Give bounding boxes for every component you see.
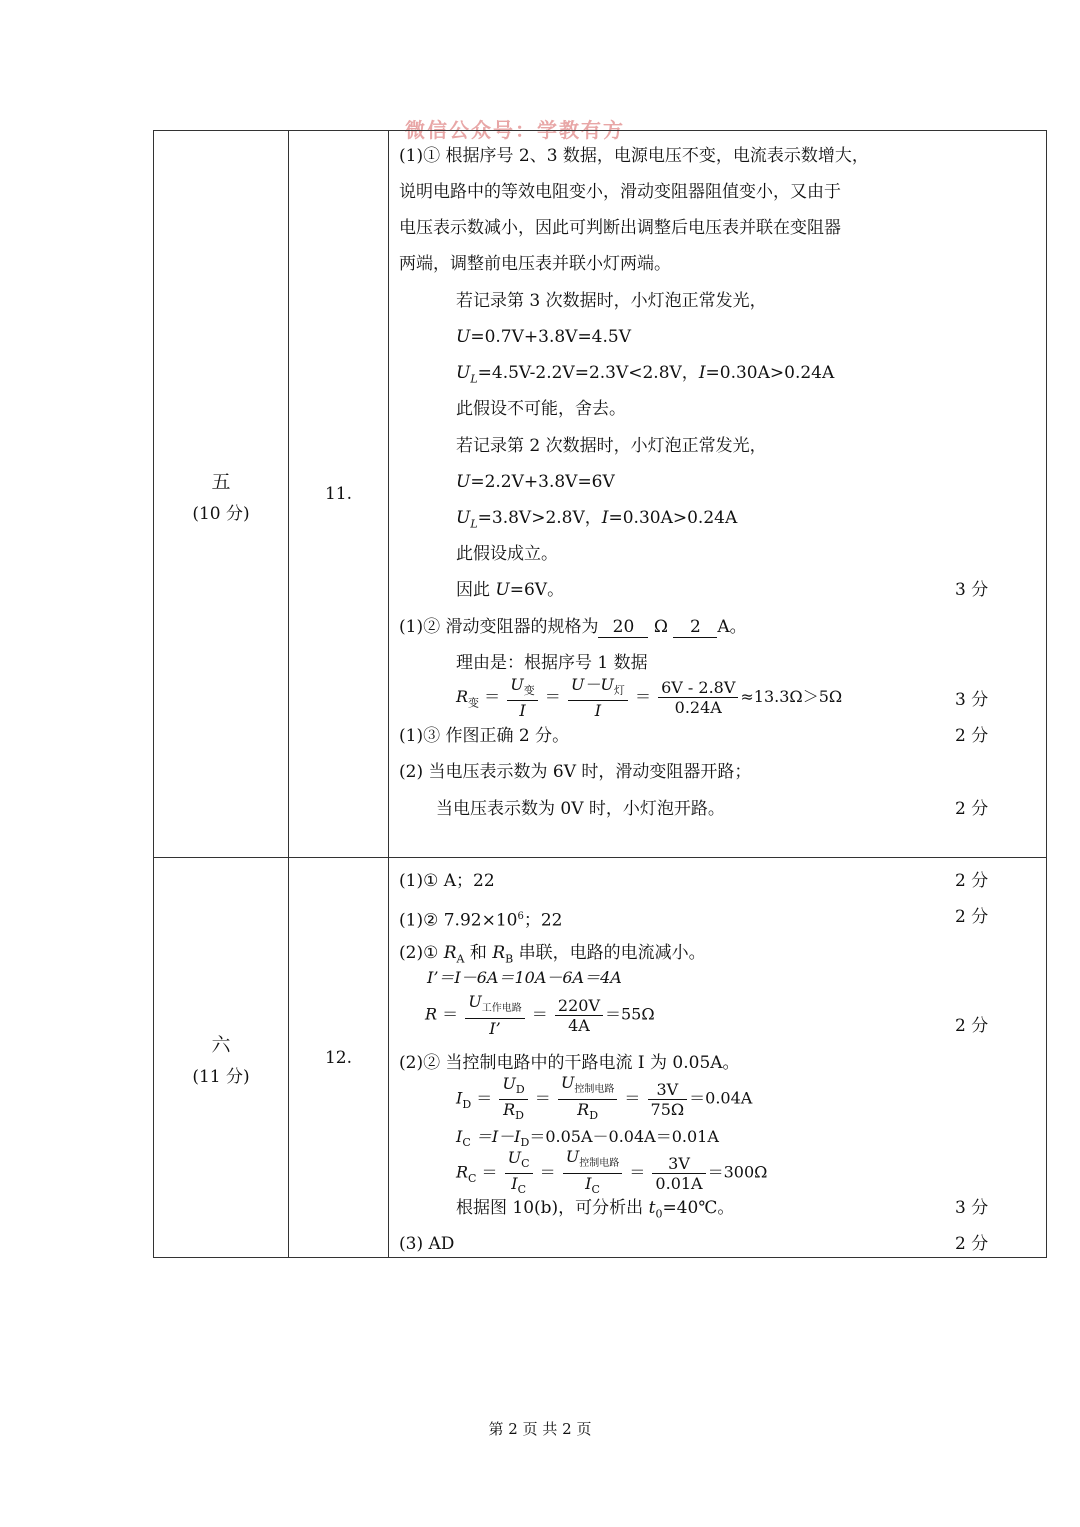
answer-line: (1)① 根据序号 2、3 数据，电源电压不变，电流表示数增大， xyxy=(399,146,869,166)
score: 2 分 xyxy=(955,726,989,746)
answer-line: (1)② 滑动变阻器的规格为 20 Ω 2 A。 xyxy=(399,617,747,637)
score: 2 分 xyxy=(955,799,989,819)
score: 3 分 xyxy=(955,580,989,600)
formula-ic: $I_C =I-I_D=0.05A-0.04A=0.01A$ xyxy=(456,1127,719,1150)
answer-cell xyxy=(389,131,1047,858)
answer-line: 根据图 10(b)，可分析出 $t_0=40℃$。 xyxy=(456,1198,735,1221)
answer-table xyxy=(153,130,1047,1258)
answer-line: $U_L=4.5V-2.2V=2.3V<2.8V$，I=0.30A>0.24A xyxy=(456,363,835,386)
answer-line: 理由是：根据序号 1 数据 xyxy=(456,653,648,673)
answer-line: 说明电路中的等效电阻变小，滑动变阻器阻值变小，又由于 xyxy=(399,182,841,202)
answer-line: 此假设成立。 xyxy=(456,544,558,564)
section-name: 五 xyxy=(211,470,231,493)
answer-line: 若记录第 3 次数据时，小灯泡正常发光， xyxy=(456,291,767,311)
score: 2 分 xyxy=(955,907,989,927)
score: 2 分 xyxy=(955,1234,989,1254)
formula-r-bian: $R_变$ ＝ $\frac{U_变}{I}$ ＝ $\frac{U-U_灯}{I}$ ＝ $\frac{6V - 2.8V}{0.24A}$ ≈13.3Ω＞5Ω xyxy=(456,675,843,721)
answer-line: (1)③ 作图正确 2 分。 xyxy=(399,726,570,746)
answer-line: U=2.2V+3.8V=6V xyxy=(456,472,615,492)
section-points: (11 分) xyxy=(192,1067,250,1087)
formula-rc: $R_C$ ＝ $\frac{U_C}{I_C}$ ＝ $\frac{U_{控制电路}}{I_C}$ ＝ $\frac{3V}{0.01A}$ ＝300Ω xyxy=(456,1147,768,1197)
answer-line: (3) AD xyxy=(399,1234,455,1254)
answer-line: 两端，调整前电压表并联小灯两端。 xyxy=(399,254,671,274)
answer-line: 电压表示数减小，因此可判断出调整后电压表并联在变阻器 xyxy=(399,218,841,238)
answer-line: $U_L=3.8V>2.8V$，I=0.30A>0.24A xyxy=(456,508,738,531)
section-name: 六 xyxy=(211,1034,231,1056)
blank-resistance: 20 xyxy=(598,617,648,638)
answer-line: (1)① A；22 xyxy=(399,871,495,891)
question-number: 12. xyxy=(289,858,389,1258)
section-cell xyxy=(154,858,289,1258)
answer-line: 当电压表示数为 0V 时，小灯泡开路。 xyxy=(436,799,725,819)
score: 2 分 xyxy=(955,871,989,891)
answer-line: U=0.7V+3.8V=4.5V xyxy=(456,327,631,347)
formula-id: $I_D$ ＝ $\frac{U_D}{R_D}$ ＝ $\frac{U_{控制电路}}{R_D}$ ＝ $\frac{3V}{75\Omega}$ ＝0.04A xyxy=(456,1073,753,1123)
section-cell xyxy=(154,131,289,858)
formula-i-prime: I’＝I－6A＝10A－6A＝4A xyxy=(427,968,622,987)
answer-line: (1)② $7.92\times 10^6$；22 xyxy=(399,910,563,931)
answer-line: (2) 当电压表示数为 6V 时，滑动变阻器开路； xyxy=(399,762,752,782)
section-points: (10 分) xyxy=(192,503,250,524)
formula-r: R ＝ $\frac{U_{工作电路}}{I’}$ ＝ $\frac{220V}{4A}$ ＝55Ω xyxy=(425,992,655,1039)
table-row xyxy=(154,131,1047,858)
answer-line: 因此 U=6V。 xyxy=(456,580,565,600)
answer-line: 若记录第 2 次数据时，小灯泡正常发光， xyxy=(456,436,767,456)
answer-cell xyxy=(389,858,1047,1258)
score: 2 分 xyxy=(955,1016,989,1036)
question-number: 11. xyxy=(289,131,389,858)
score: 3 分 xyxy=(955,690,989,710)
watermark: 微信公众号：学教有方 xyxy=(405,118,625,142)
page-footer: 第 2 页 共 2 页 xyxy=(488,1420,592,1438)
answer-line: (2)① $R_A$ 和 $R_B$ 串联，电路的电流减小。 xyxy=(399,943,706,966)
answer-line: 此假设不可能，舍去。 xyxy=(456,399,626,419)
score: 3 分 xyxy=(955,1198,989,1218)
blank-current: 2 xyxy=(673,617,717,638)
table-row xyxy=(154,858,1047,1258)
answer-line: (2)② 当控制电路中的干路电流 I 为 0.05A。 xyxy=(399,1053,740,1073)
